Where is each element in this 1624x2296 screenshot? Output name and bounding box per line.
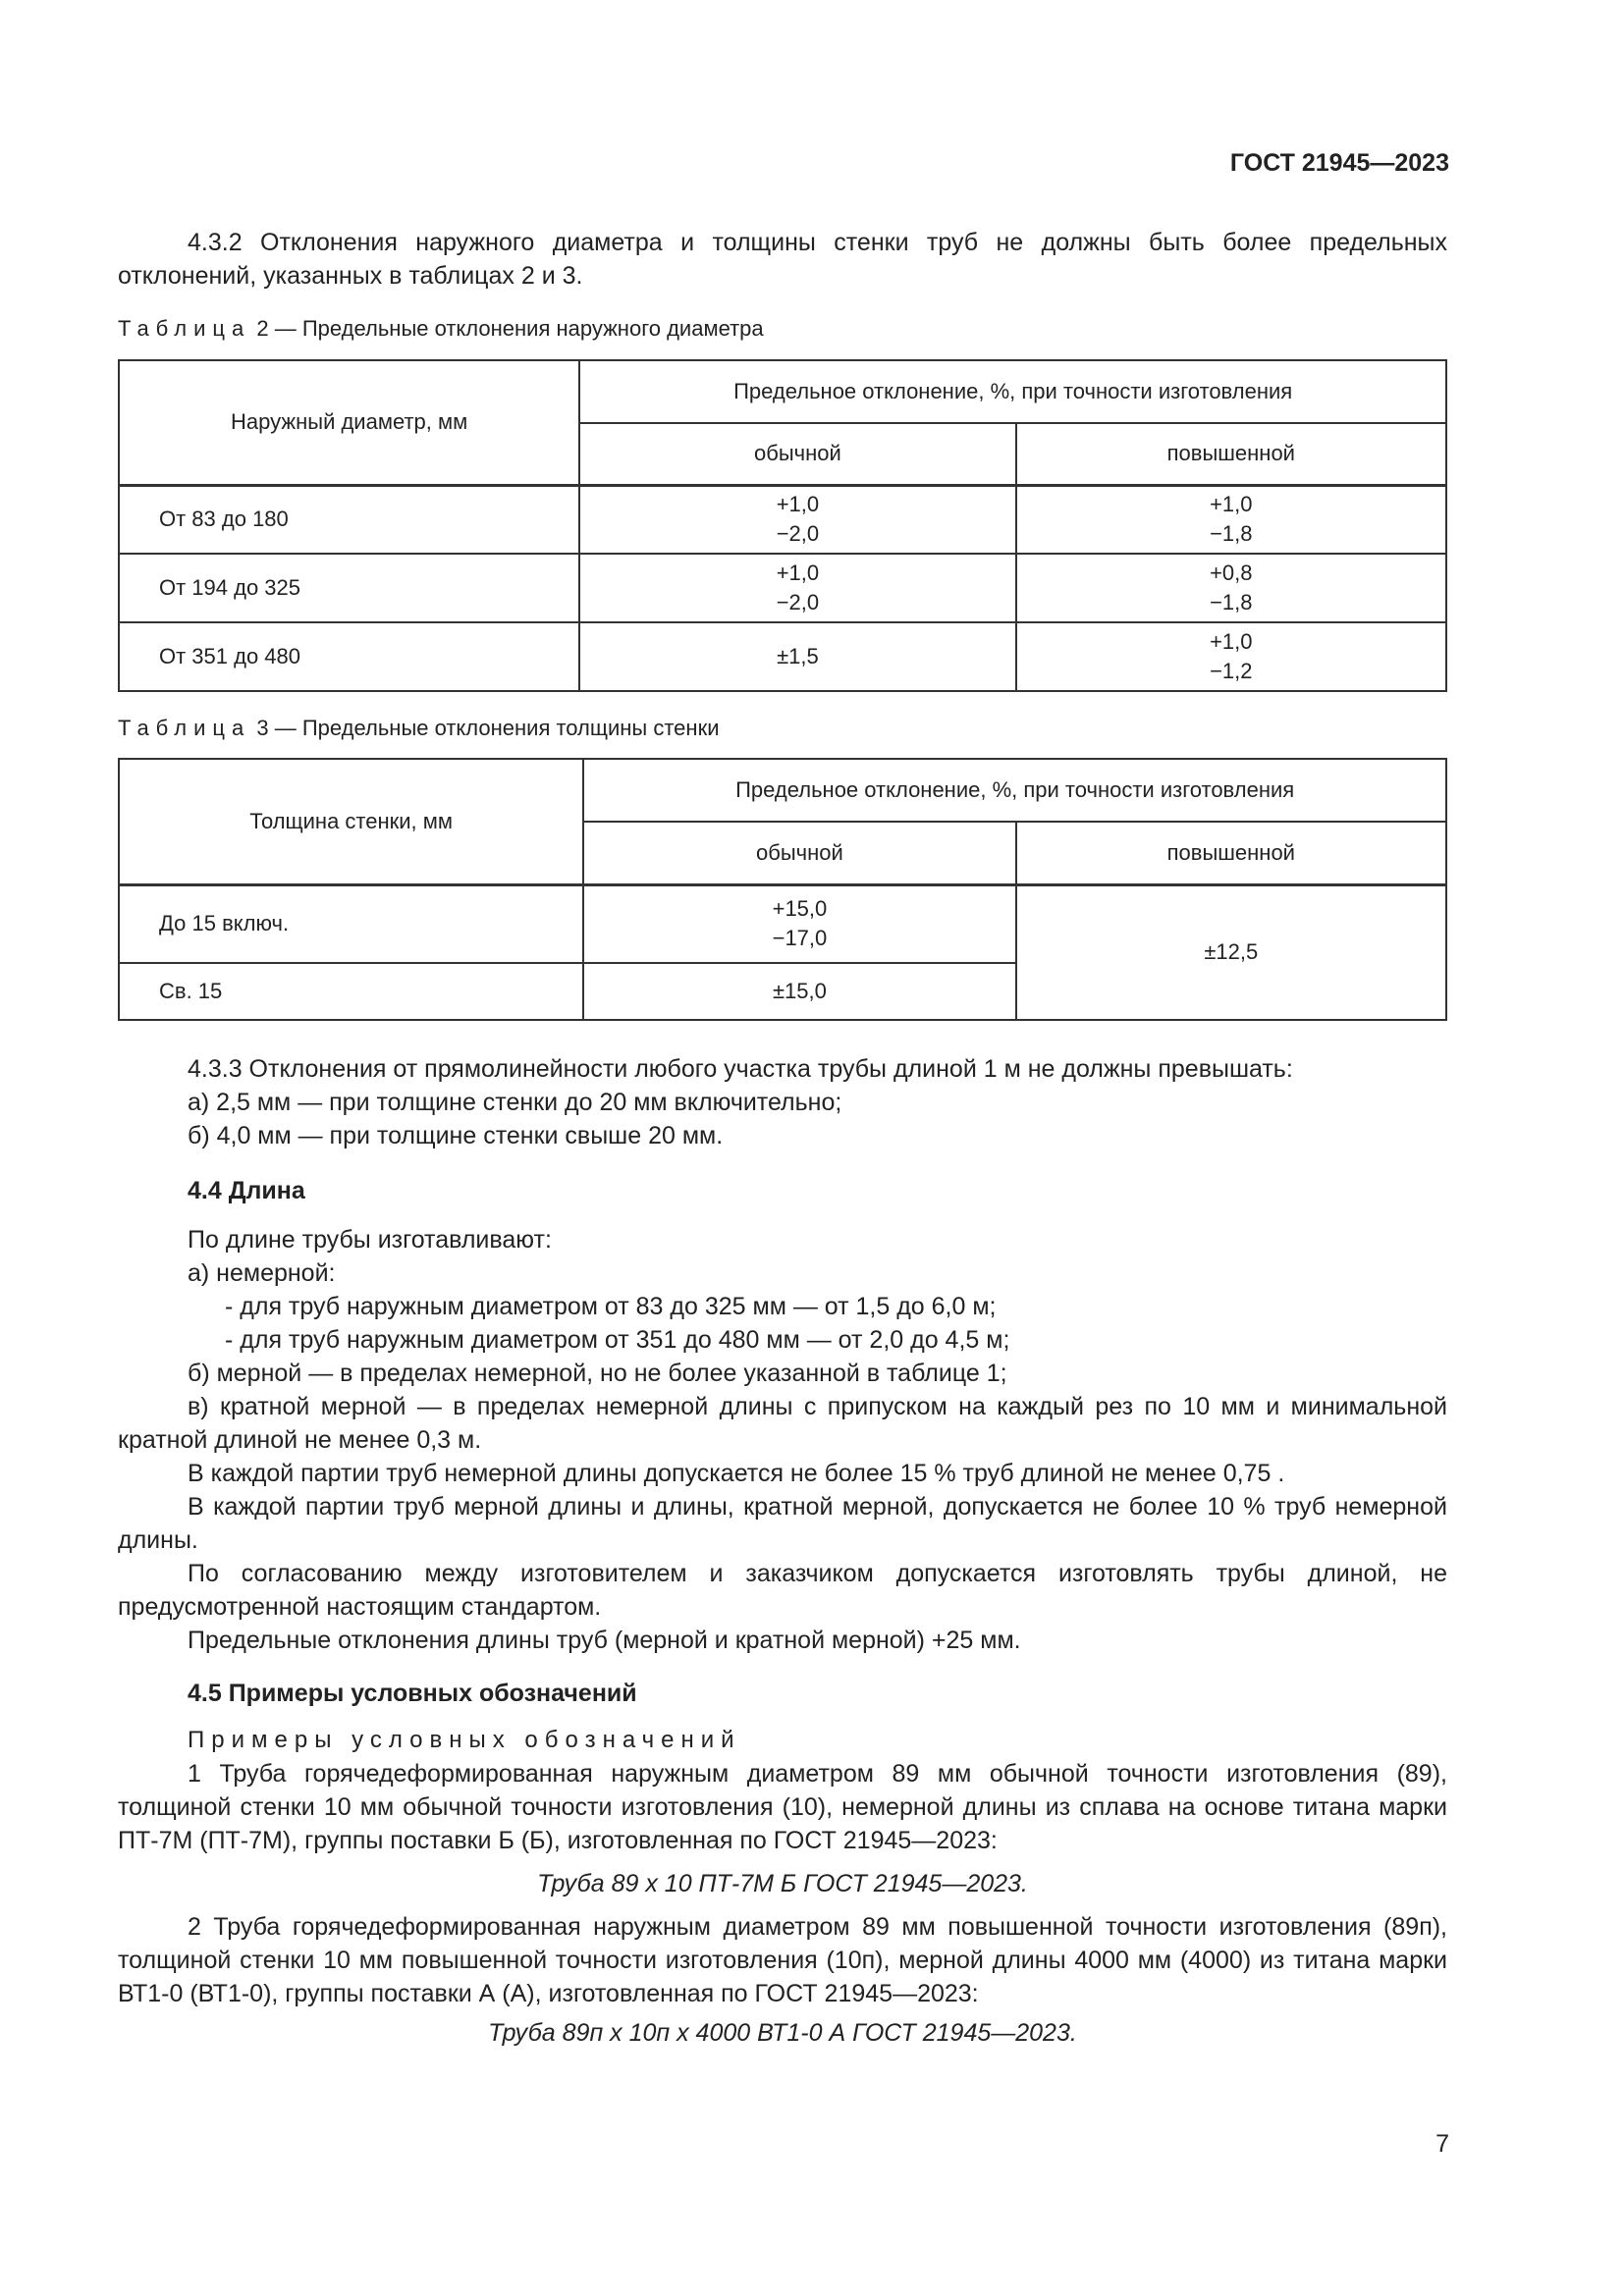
table-row	[119, 622, 1446, 691]
upper-value: +1,0	[776, 492, 820, 517]
lower-value: −1,2	[1210, 659, 1253, 683]
table-3-caption	[118, 714, 1447, 743]
lower-value: −1,8	[1210, 590, 1253, 614]
lower-value: −2,0	[776, 521, 820, 547]
list-item: - для труб наружным диаметром от 351 до 480 мм — от 2,0 до 4,5 м;	[225, 1326, 1010, 1354]
table-3-caption-label: Таблица	[118, 716, 251, 740]
table-row	[119, 485, 1446, 554]
table-row	[119, 884, 1446, 963]
table-3-header-thickness: Толщина стенки, мм	[119, 759, 583, 884]
paragraph-4-3-3: 4.3.3 Отклонения от прямолинейности любого участка трубы длиной 1 м не должны превышать:	[188, 1055, 1293, 1083]
examples-title: Примеры условных обозначений	[188, 1727, 741, 1753]
paragraph: По согласованию между изготовителем и заказчиком допускается изготовлять трубы длиной, не предусмотренной настоящим стандартом.	[118, 1560, 1447, 1621]
table-cell-normal	[583, 884, 1015, 963]
list-intro: По длине трубы изготавливают:	[188, 1226, 552, 1254]
table-2-header-diameter: Наружный диаметр, мм	[119, 360, 579, 485]
lower-value: −2,0	[776, 590, 820, 614]
page-number: 7	[1435, 2130, 1449, 2158]
section-heading-4-4: 4.4 Длина	[188, 1177, 305, 1204]
table-cell-normal	[579, 485, 1015, 554]
table-cell-diameter: От 351 до 480	[119, 622, 579, 691]
table-2-header-increased: повышенной	[1016, 423, 1446, 485]
table-cell-diameter: От 194 до 325	[119, 554, 579, 622]
list-item: б) 4,0 мм — при толщине стенки свыше 20 мм.	[188, 1122, 724, 1149]
document-header: ГОСТ 21945—2023	[1229, 149, 1449, 177]
section-heading-4-5: 4.5 Примеры условных обозначений	[188, 1680, 637, 1707]
list-item: а) немерной:	[188, 1259, 336, 1287]
upper-value: +1,0	[1210, 492, 1253, 517]
example-1-designation: Труба 89 х 10 ПТ-7М Б ГОСТ 21945—2023.	[537, 1870, 1028, 1897]
table-3-header-increased: повышенной	[1016, 822, 1446, 884]
upper-value: +15,0	[772, 896, 828, 922]
table-2-caption-text: 2 — Предельные отклонения наружного диаметра	[256, 316, 764, 341]
list-item: б) мерной — в пределах немерной, но не более указанной в таблице 1;	[188, 1360, 1007, 1387]
table-cell-increased: ±12,5	[1016, 884, 1446, 1020]
table-2	[118, 359, 1447, 692]
table-cell-thickness: Св. 15	[119, 963, 583, 1020]
table-2-header-normal: обычной	[579, 423, 1015, 485]
upper-value: +1,0	[776, 561, 820, 585]
table-cell-normal: ±15,0	[583, 963, 1015, 1020]
paragraph: Предельные отклонения длины труб (мерной и кратной мерной) +25 мм.	[188, 1627, 1021, 1654]
table-cell-increased	[1016, 622, 1446, 691]
table-cell-increased	[1016, 485, 1446, 554]
example-1: 1 Труба горячедеформированная наружным диаметром 89 мм обычной точности изготовления (89), толщиной стенки 10 мм обычной точности изготовления (10), немерной длины из сплава на основе титана марки ПТ-7М (ПТ-7М), группы поставки Б (Б), изготовленная по ГОСТ 21945—2023:	[118, 1760, 1447, 1854]
list-item: в) кратной мерной — в пределах немерной длины с припуском на каждый рез по 10 мм и минимальной кратной длиной не менее 0,3 м.	[118, 1393, 1447, 1454]
table-cell-increased	[1016, 554, 1446, 622]
table-cell-normal: ±1,5	[579, 622, 1015, 691]
table-3-caption-text: 3 — Предельные отклонения толщины стенки	[256, 716, 720, 740]
lower-value: −1,8	[1210, 521, 1253, 547]
list-item: а) 2,5 мм — при толщине стенки до 20 мм включительно;	[188, 1089, 842, 1116]
upper-value: +1,0	[1210, 629, 1253, 654]
table-2-caption	[118, 314, 1447, 344]
table-row	[119, 554, 1446, 622]
table-3	[118, 758, 1447, 1021]
paragraph: В каждой партии труб мерной длины и длины, кратной мерной, допускается не более 10 % труб немерной длины.	[118, 1493, 1447, 1554]
table-cell-thickness: До 15 включ.	[119, 884, 583, 963]
table-3-header-normal: обычной	[583, 822, 1015, 884]
upper-value: +0,8	[1210, 561, 1253, 585]
table-2-header-deviation: Предельное отклонение, %, при точности изготовления	[579, 360, 1446, 423]
paragraph-4-3-2: 4.3.2 Отклонения наружного диаметра и толщины стенки труб не должны быть более предельных отклонений, указанных в таблицах 2 и 3.	[118, 229, 1447, 290]
table-cell-diameter: От 83 до 180	[119, 485, 579, 554]
example-2: 2 Труба горячедеформированная наружным диаметром 89 мм повышенной точности изготовления (89п), толщиной стенки 10 мм повышенной точности изготовления (10п), мерной длины 4000 мм (4000) из титана марки ВТ1-0 (ВТ1-0), группы поставки А (А), изготовленная по ГОСТ 21945—2023:	[118, 1913, 1447, 2007]
table-2-caption-label: Таблица	[118, 316, 251, 341]
example-2-designation: Труба 89п х 10п х 4000 ВТ1-0 А ГОСТ 21945—2023.	[488, 2019, 1077, 2047]
list-item: - для труб наружным диаметром от 83 до 325 мм — от 1,5 до 6,0 м;	[225, 1293, 997, 1320]
table-cell-normal	[579, 554, 1015, 622]
table-3-header-deviation: Предельное отклонение, %, при точности изготовления	[583, 759, 1446, 822]
paragraph: В каждой партии труб немерной длины допускается не более 15 % труб длиной не менее 0,75 .	[188, 1460, 1285, 1487]
lower-value: −17,0	[772, 926, 828, 951]
